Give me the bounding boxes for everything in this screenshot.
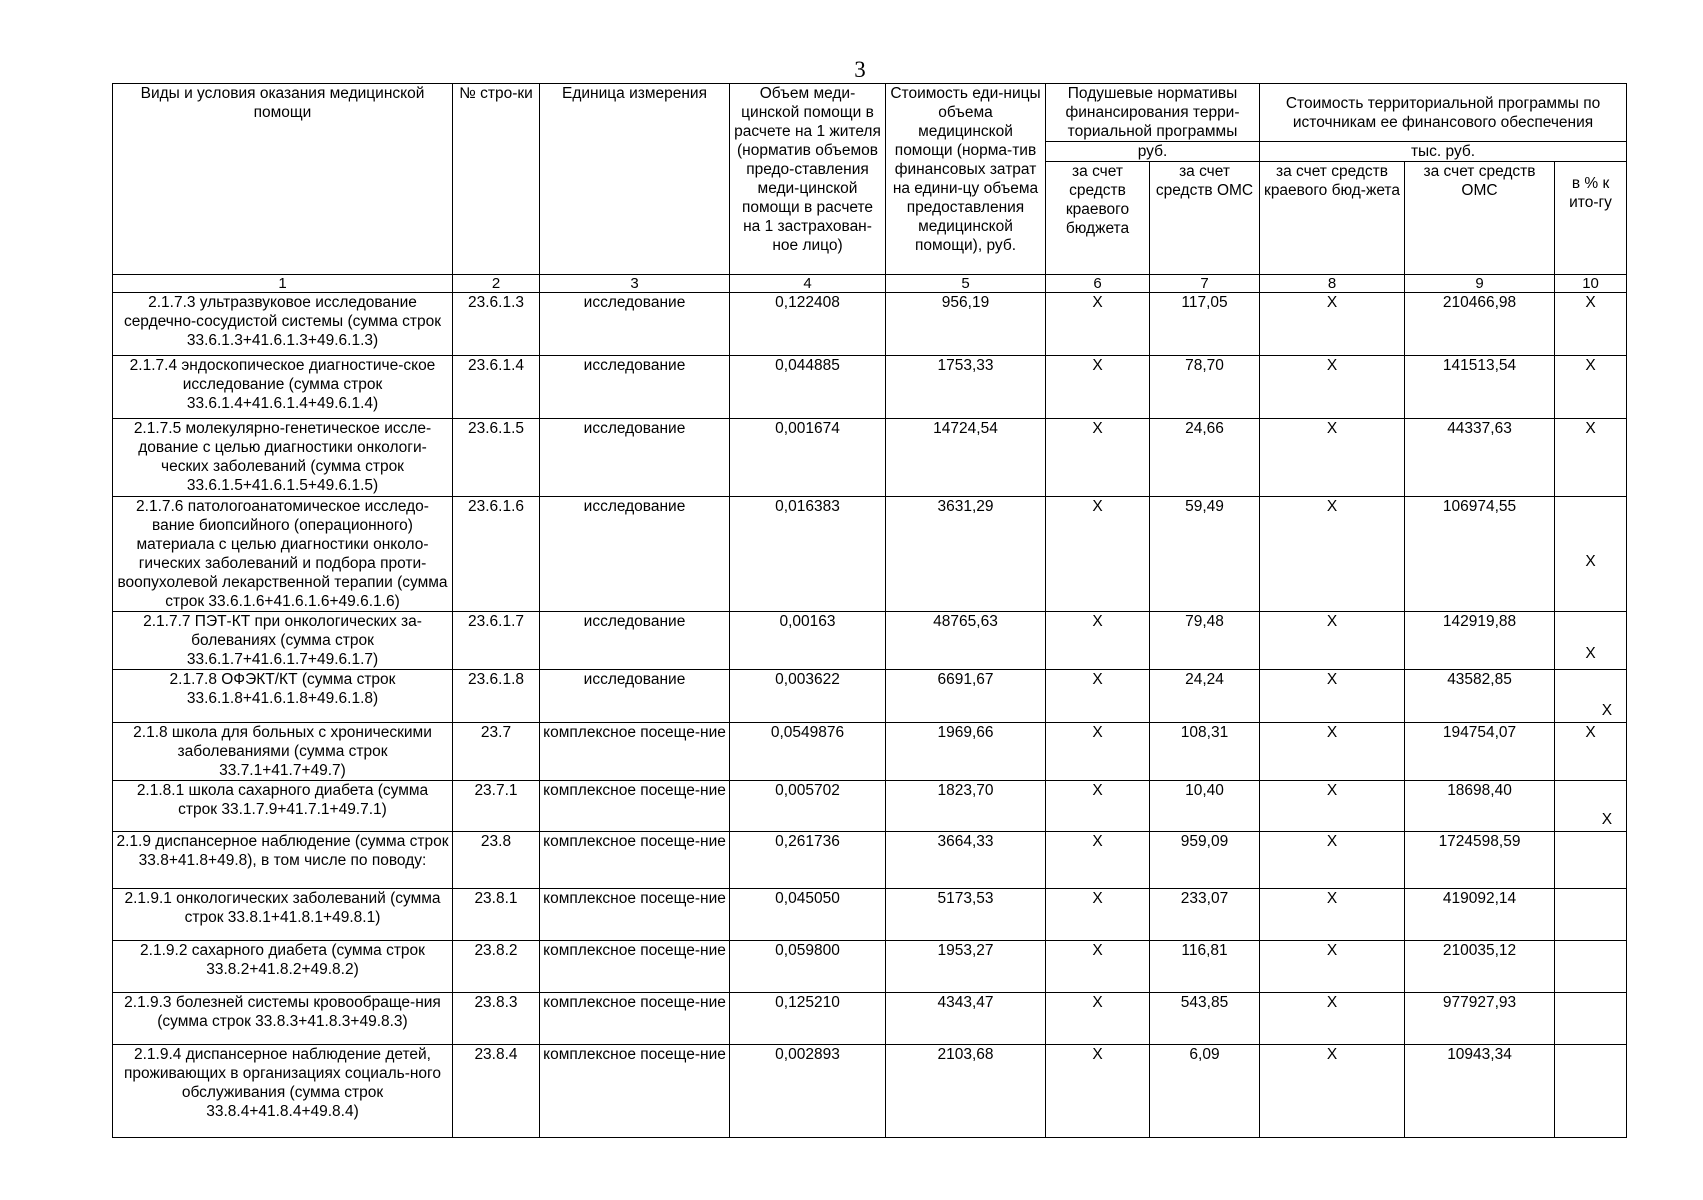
row-volume: 0,0549876 xyxy=(730,723,886,781)
table-row xyxy=(113,889,1627,941)
row-norm-budget: Х xyxy=(1046,612,1150,670)
row-volume: 0,125210 xyxy=(730,993,886,1045)
row-total-budget: Х xyxy=(1260,832,1405,889)
row-percent: Х xyxy=(1555,293,1627,356)
row-line-number: 23.8.3 xyxy=(453,993,540,1045)
column-number: 6 xyxy=(1046,275,1150,293)
header-unit-cost: Стоимость еди-ницы объема медицинской помощи (норма-тив финансовых затрат на едини-цу объема предоставления медицинской помощи), руб. xyxy=(886,84,1046,275)
row-line-number: 23.8.1 xyxy=(453,889,540,941)
column-number-row xyxy=(113,275,1627,293)
row-norm-budget: Х xyxy=(1046,832,1150,889)
row-total-budget: Х xyxy=(1260,941,1405,993)
header-program-cost: Стоимость территориальной программы по источникам ее финансового обеспечения xyxy=(1260,84,1627,142)
row-care-type: 2.1.7.8 ОФЭКТ/КТ (сумма строк 33.6.1.8+41.6.1.8+49.6.1.8) xyxy=(113,670,453,723)
row-line-number: 23.6.1.6 xyxy=(453,497,540,612)
financing-table xyxy=(112,83,1627,1138)
row-line-number: 23.6.1.5 xyxy=(453,419,540,497)
table-row xyxy=(113,356,1627,419)
row-total-oms: 18698,40 xyxy=(1405,781,1555,832)
row-total-budget: Х xyxy=(1260,723,1405,781)
row-percent: Х xyxy=(1555,497,1627,612)
row-total-oms: 10943,34 xyxy=(1405,1045,1555,1138)
row-norm-oms: 959,09 xyxy=(1150,832,1260,889)
column-number: 3 xyxy=(540,275,730,293)
row-total-budget: Х xyxy=(1260,670,1405,723)
column-number: 10 xyxy=(1555,275,1627,293)
table-row xyxy=(113,497,1627,612)
row-total-budget: Х xyxy=(1260,889,1405,941)
row-total-budget: Х xyxy=(1260,993,1405,1045)
row-norm-oms: 79,48 xyxy=(1150,612,1260,670)
column-number: 9 xyxy=(1405,275,1555,293)
row-total-oms: 977927,93 xyxy=(1405,993,1555,1045)
table-body xyxy=(113,293,1627,1138)
table-row xyxy=(113,1045,1627,1138)
row-unit: исследование xyxy=(540,419,730,497)
table-row xyxy=(113,293,1627,356)
row-total-oms: 141513,54 xyxy=(1405,356,1555,419)
row-norm-oms: 233,07 xyxy=(1150,889,1260,941)
row-percent: Х xyxy=(1555,670,1627,723)
column-number: 2 xyxy=(453,275,540,293)
row-percent: Х xyxy=(1555,781,1627,832)
row-unit-cost: 5173,53 xyxy=(886,889,1046,941)
row-line-number: 23.7.1 xyxy=(453,781,540,832)
table-row xyxy=(113,993,1627,1045)
row-norm-oms: 24,24 xyxy=(1150,670,1260,723)
header-norm-budget: за счет средств краевого бюджета xyxy=(1046,162,1150,275)
row-volume: 0,045050 xyxy=(730,889,886,941)
row-total-budget: Х xyxy=(1260,356,1405,419)
row-volume: 0,005702 xyxy=(730,781,886,832)
header-percent: в % к ито-гу xyxy=(1555,162,1627,275)
header-volume: Объем меди-цинской помощи в расчете на 1 жителя (норматив объемов предо-ставления меди-цинской помощи в расчете на 1 застрахован-ное лицо) xyxy=(730,84,886,275)
row-norm-budget: Х xyxy=(1046,941,1150,993)
row-care-type: 2.1.9.4 диспансерное наблюдение детей, проживающих в организациях социаль-ного обслуживания (сумма строк 33.8.4+41.8.4+49.8.4) xyxy=(113,1045,453,1138)
column-number: 1 xyxy=(113,275,453,293)
header-line-number: № стро-ки xyxy=(453,84,540,275)
table-row xyxy=(113,781,1627,832)
row-unit-cost: 6691,67 xyxy=(886,670,1046,723)
row-care-type: 2.1.8 школа для больных с хроническими заболеваниями (сумма строк 33.7.1+41.7+49.7) xyxy=(113,723,453,781)
row-unit: комплексное посеще-ние xyxy=(540,723,730,781)
row-total-oms: 106974,55 xyxy=(1405,497,1555,612)
row-unit: исследование xyxy=(540,670,730,723)
row-unit: исследование xyxy=(540,293,730,356)
header-unit: Единица измерения xyxy=(540,84,730,275)
row-volume: 0,044885 xyxy=(730,356,886,419)
row-unit-cost: 3664,33 xyxy=(886,832,1046,889)
column-number: 4 xyxy=(730,275,886,293)
row-unit-cost: 1953,27 xyxy=(886,941,1046,993)
row-care-type: 2.1.9.1 онкологических заболеваний (сумма строк 33.8.1+41.8.1+49.8.1) xyxy=(113,889,453,941)
row-norm-budget: Х xyxy=(1046,889,1150,941)
page-number: 3 xyxy=(854,57,866,82)
row-total-oms: 210466,98 xyxy=(1405,293,1555,356)
row-volume: 0,016383 xyxy=(730,497,886,612)
table-header xyxy=(113,84,1627,293)
row-unit: комплексное посеще-ние xyxy=(540,993,730,1045)
row-volume: 0,122408 xyxy=(730,293,886,356)
row-norm-oms: 78,70 xyxy=(1150,356,1260,419)
row-unit: комплексное посеще-ние xyxy=(540,1045,730,1138)
row-line-number: 23.6.1.8 xyxy=(453,670,540,723)
row-unit-cost: 1969,66 xyxy=(886,723,1046,781)
row-unit-cost: 14724,54 xyxy=(886,419,1046,497)
row-total-oms: 194754,07 xyxy=(1405,723,1555,781)
row-volume: 0,261736 xyxy=(730,832,886,889)
row-unit: комплексное посеще-ние xyxy=(540,832,730,889)
row-unit: исследование xyxy=(540,356,730,419)
row-total-budget: Х xyxy=(1260,419,1405,497)
row-percent xyxy=(1555,889,1627,941)
table-row xyxy=(113,723,1627,781)
row-total-budget: Х xyxy=(1260,1045,1405,1138)
row-care-type: 2.1.7.4 эндоскопическое диагностиче-ское исследование (сумма строк 33.6.1.4+41.6.1.4+49.6.1.4) xyxy=(113,356,453,419)
row-unit: исследование xyxy=(540,497,730,612)
row-norm-oms: 117,05 xyxy=(1150,293,1260,356)
row-line-number: 23.8.4 xyxy=(453,1045,540,1138)
row-norm-budget: Х xyxy=(1046,781,1150,832)
row-care-type: 2.1.7.7 ПЭТ-КТ при онкологических за-болеваниях (сумма строк 33.6.1.7+41.6.1.7+49.6.1.7) xyxy=(113,612,453,670)
row-line-number: 23.6.1.7 xyxy=(453,612,540,670)
row-percent: Х xyxy=(1555,356,1627,419)
row-unit: комплексное посеще-ние xyxy=(540,889,730,941)
row-total-budget: Х xyxy=(1260,612,1405,670)
row-percent xyxy=(1555,832,1627,889)
row-volume: 0,059800 xyxy=(730,941,886,993)
row-norm-budget: Х xyxy=(1046,293,1150,356)
row-line-number: 23.6.1.4 xyxy=(453,356,540,419)
row-care-type: 2.1.9.3 болезней системы кровообраще-ния (сумма строк 33.8.3+41.8.3+49.8.3) xyxy=(113,993,453,1045)
row-total-budget: Х xyxy=(1260,293,1405,356)
row-care-type: 2.1.7.6 патологоанатомическое исследо-вание биопсийного (операционного) материала с целью диагностики онколо-гических заболеваний и подбора проти-воопухолевой лекарственной терапии (сумма строк 33.6.1.6+41.6.1.6+49.6.1.6) xyxy=(113,497,453,612)
row-unit-cost: 1753,33 xyxy=(886,356,1046,419)
row-norm-oms: 116,81 xyxy=(1150,941,1260,993)
row-norm-budget: Х xyxy=(1046,723,1150,781)
header-rub-unit: руб. xyxy=(1046,142,1260,162)
row-line-number: 23.7 xyxy=(453,723,540,781)
row-unit-cost: 3631,29 xyxy=(886,497,1046,612)
row-unit-cost: 1823,70 xyxy=(886,781,1046,832)
table-row xyxy=(113,941,1627,993)
row-unit-cost: 4343,47 xyxy=(886,993,1046,1045)
row-total-budget: Х xyxy=(1260,781,1405,832)
row-line-number: 23.8.2 xyxy=(453,941,540,993)
table-row xyxy=(113,670,1627,723)
row-norm-budget: Х xyxy=(1046,670,1150,723)
row-norm-oms: 6,09 xyxy=(1150,1045,1260,1138)
column-number: 8 xyxy=(1260,275,1405,293)
column-number: 7 xyxy=(1150,275,1260,293)
header-total-oms: за счет средств ОМС xyxy=(1405,162,1555,275)
row-care-type: 2.1.7.3 ультразвуковое исследование сердечно-сосудистой системы (сумма строк 33.6.1.3+41.6.1.3+49.6.1.3) xyxy=(113,293,453,356)
row-line-number: 23.6.1.3 xyxy=(453,293,540,356)
row-percent: Х xyxy=(1555,612,1627,670)
header-total-budget: за счет средств краевого бюд-жета xyxy=(1260,162,1405,275)
row-volume: 0,002893 xyxy=(730,1045,886,1138)
header-per-capita-norms: Подушевые нормативы финансирования терри-ториальной программы xyxy=(1046,84,1260,142)
row-total-oms: 142919,88 xyxy=(1405,612,1555,670)
row-care-type: 2.1.8.1 школа сахарного диабета (сумма строк 33.1.7.9+41.7.1+49.7.1) xyxy=(113,781,453,832)
row-care-type: 2.1.9 диспансерное наблюдение (сумма строк 33.8+41.8+49.8), в том числе по поводу: xyxy=(113,832,453,889)
row-line-number: 23.8 xyxy=(453,832,540,889)
row-norm-budget: Х xyxy=(1046,1045,1150,1138)
row-norm-oms: 59,49 xyxy=(1150,497,1260,612)
row-volume: 0,00163 xyxy=(730,612,886,670)
row-total-oms: 43582,85 xyxy=(1405,670,1555,723)
row-norm-budget: Х xyxy=(1046,419,1150,497)
row-percent xyxy=(1555,993,1627,1045)
row-percent xyxy=(1555,1045,1627,1138)
row-percent: Х xyxy=(1555,723,1627,781)
row-volume: 0,003622 xyxy=(730,670,886,723)
row-norm-budget: Х xyxy=(1046,993,1150,1045)
row-total-budget: Х xyxy=(1260,497,1405,612)
row-norm-oms: 108,31 xyxy=(1150,723,1260,781)
column-number: 5 xyxy=(886,275,1046,293)
row-unit-cost: 48765,63 xyxy=(886,612,1046,670)
row-unit: исследование xyxy=(540,612,730,670)
row-norm-budget: Х xyxy=(1046,356,1150,419)
row-norm-budget: Х xyxy=(1046,497,1150,612)
table-row xyxy=(113,832,1627,889)
row-total-oms: 1724598,59 xyxy=(1405,832,1555,889)
table-row xyxy=(113,612,1627,670)
header-care-type: Виды и условия оказания медицинской помощи xyxy=(113,84,453,275)
header-thousand-rub-unit: тыс. руб. xyxy=(1260,142,1627,162)
row-unit: комплексное посеще-ние xyxy=(540,941,730,993)
header-norm-oms: за счет средств ОМС xyxy=(1150,162,1260,275)
row-norm-oms: 10,40 xyxy=(1150,781,1260,832)
row-total-oms: 419092,14 xyxy=(1405,889,1555,941)
row-care-type: 2.1.9.2 сахарного диабета (сумма строк 33.8.2+41.8.2+49.8.2) xyxy=(113,941,453,993)
row-total-oms: 44337,63 xyxy=(1405,419,1555,497)
row-unit-cost: 956,19 xyxy=(886,293,1046,356)
row-norm-oms: 543,85 xyxy=(1150,993,1260,1045)
row-care-type: 2.1.7.5 молекулярно-генетическое иссле-дование с целью диагностики онкологи-ческих заболеваний (сумма строк 33.6.1.5+41.6.1.5+49.6.1.5) xyxy=(113,419,453,497)
row-unit: комплексное посеще-ние xyxy=(540,781,730,832)
row-unit-cost: 2103,68 xyxy=(886,1045,1046,1138)
row-percent: Х xyxy=(1555,419,1627,497)
row-volume: 0,001674 xyxy=(730,419,886,497)
row-total-oms: 210035,12 xyxy=(1405,941,1555,993)
row-percent xyxy=(1555,941,1627,993)
table-row xyxy=(113,419,1627,497)
row-norm-oms: 24,66 xyxy=(1150,419,1260,497)
